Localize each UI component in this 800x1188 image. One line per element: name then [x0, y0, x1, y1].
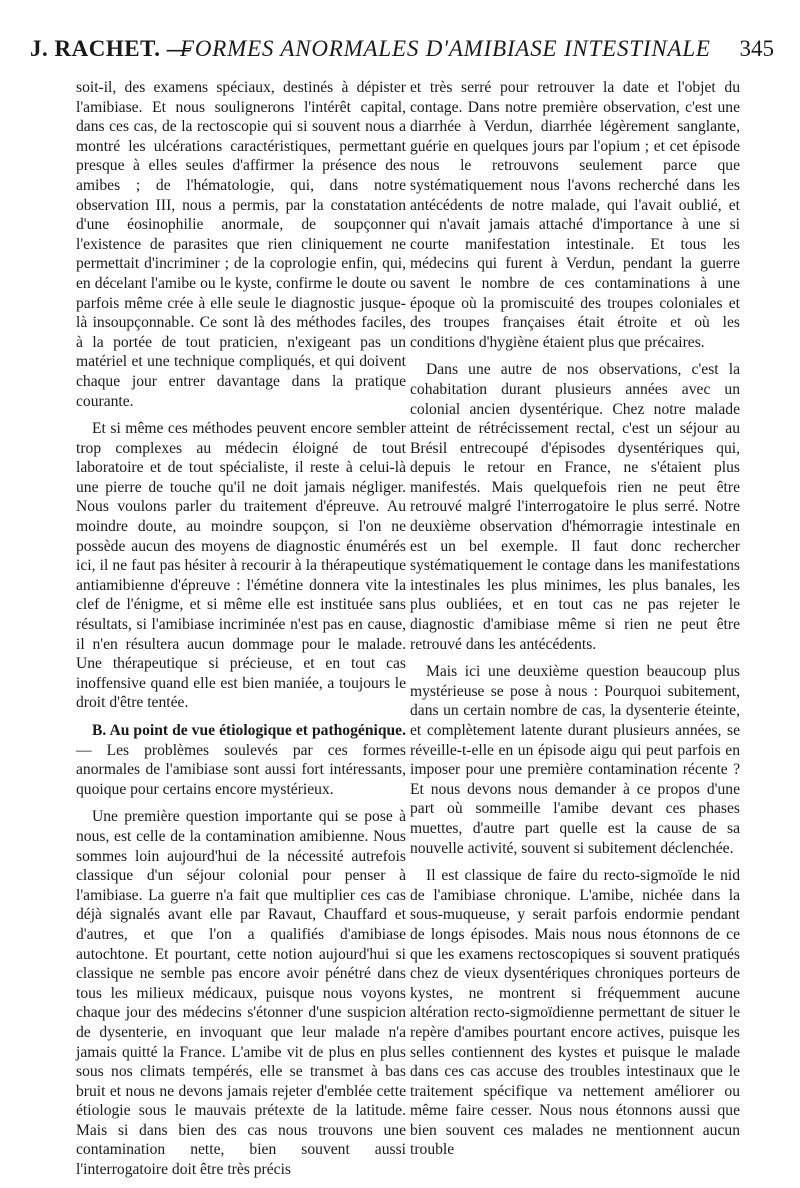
- left-column: [76, 78, 406, 1188]
- running-header: [30, 36, 774, 72]
- paragraph: Et si même ces méthodes peuvent encore sembler trop complexes au médecin éloigné de tout laboratoire et de tout spécialiste, il reste à celui-là une pierre de touche qu'il ne doit jamais négliger. Nous voulons parler du traitement d'épreuve. Au moindre doute, au moindre soupçon, si l'on ne possède aucun des moyens de diagnostic énumérés ici, il ne faut pas hésiter à recourir à la thérapeutique antiamibienne d'épreuve : l'émétine donnera vite la clef de l'énigme, et si même elle est instituée sans résultats, si l'amibiase incriminée n'est pas en cause, il n'en résultera aucun dommage pour le malade. Une thérapeutique si précieuse, et en tout cas inoffensive quand elle est bien maniée, a toujours le droit d'être tentée.: [76, 420, 406, 712]
- right-column: [410, 78, 740, 1168]
- paragraph: et très serré pour retrouver la date et l'objet du contage. Dans notre première observation, c'est une diarrhée à Verdun, diarrhée légèrement sanglante, guérie en quelques jours par l'opium ; et cet épisode nous le retrouvons seulement parce que systématiquement nous l'avons recherché dans les antécédents de notre malade, qui l'avait oublié, et qui n'avait jamais attaché d'importance à une si courte manifestation intestinale. Et tous les médecins qui furent à Verdun, pendant la guerre savent le nombre de ces contaminations à une époque où la promiscuité des troupes coloniales et des troupes françaises était étroite et où les conditions d'hygiène étaient plus que précaires.: [410, 79, 740, 351]
- paragraph: Dans une autre de nos observations, c'est la cohabitation durant plusieurs années avec un colonial ancien dysentérique. Chez notre malade atteint de rétrécissement rectal, c'est un séjour au Brésil entrecoupé d'épisodes dysentériques qui, depuis le retour en France, ne s'étaient plus manifestés. Mais quelquefois rien ne peut être retrouvé malgré l'interrogatoire le plus serré. Notre deuxième observation d'hémorragie intestinale en est un bel exemple. Il faut donc rechercher systématiquement le contage dans les manifestations intestinales les plus minimes, les plus banales, les plus oubliées, et en tout cas ne pas rejeter le diagnostic d'amibiase même si rien ne peut être retrouvé dans les antécédents.: [410, 361, 740, 653]
- paragraph: soit-il, des examens spéciaux, destinés à dépister l'amibiase. Et nous soulignerons l'intérêt capital, dans ces cas, de la rectoscopie qui si souvent nous a montré les ulcérations caractéristiques, permettant presque à elles seules d'affirmer la présence des amibes ; de l'hématologie, qui, dans notre observation III, nous a permis, par la constatation d'une éosinophilie anormale, de soupçonner l'existence de parasites que rien cliniquement ne permettait d'incriminer ; de la coprologie enfin, qui, en décelant l'amibe ou le kyste, confirme le doute ou parfois même crée à elle seule le diagnostic jusque-là insoupçonnable. Ce sont là des méthodes faciles, à la portée de tout praticien, n'exigeant pas un matériel et une technique compliqués, et qui doivent chaque jour entrer davantage dans la pratique courante.: [76, 79, 406, 410]
- header-title: FORMES ANORMALES D'AMIBIASE INTESTINALE: [180, 36, 711, 61]
- paragraph: Mais ici une deuxième question beaucoup plus mystérieuse se pose à nous : Pourquoi subitement, dans un certain nombre de cas, la dysenterie éteinte, et complètement latente durant plusieurs années, se réveille-t-elle en un épisode aigu qui peut parfois en imposer pour une première contamination récente ? Et nous devons nous demander à ce propos d'une part où sommeille l'amibe devant ces phases muettes, d'autre part quelle est la cause de sa nouvelle activité, souvent si subitement déclenchée.: [410, 663, 740, 857]
- section-paragraph: [76, 721, 406, 799]
- section-body: — Les problèmes soulevés par ces formes anormales de l'amibiase sont aussi fort intéressants, quoique pour certains encore mystérieux.: [76, 741, 406, 798]
- paragraph: Il est classique de faire du recto-sigmoïde le nid de l'amibiase chronique. L'amibe, nichée dans la sous-muqueuse, y serait parfois endormie pendant de longs épisodes. Mais nous nous étonnons de ce que les examens rectoscopiques si souvent pratiqués chez de vieux dysentériques chroniques porteurs de kystes, ne montrent si fréquemment aucune altération recto-sigmoïdienne permettant de situer le repère d'amibes pourtant encore actives, puisque les selles contiennent des kystes et puisque le malade dans ces cas accuse des troubles intestinaux que le traitement spécifique va nettement améliorer ou même faire cesser. Nous nous étonnons aussi que bien souvent ces malades ne mentionnent aucun trouble: [410, 867, 740, 1159]
- section-heading: B. Au point de vue étiologique et pathogénique.: [92, 722, 406, 739]
- paragraph: Une première question importante qui se pose à nous, est celle de la contamination amibienne. Nous sommes loin aujourd'hui de la nécessité autrefois classique d'un séjour colonial pour penser à l'amibiase. La guerre n'a fait que multiplier ces cas déjà signalés avant elle par Ravaut, Chauffard et d'autres, et que l'on a qualifiés d'amibiase autochtone. Et pourtant, cette notion aujourd'hui si classique ne semble pas encore avoir pénétré dans tous les milieux médicaux, puisque nous voyons chaque jour des médecins s'étonner d'une suspicion de dysenterie, en invoquant que leur malade n'a jamais quitté la France. L'amibe vit de plus en plus sous nos climats tempérés, elle se transmet à bas bruit et nous ne devons jamais rejeter d'emblée cette étiologie sous le mauvais prétexte de la latitude. Mais si dans bien des cas nous trouvons une contamination nette, bien souvent aussi l'interrogatoire doit être très précis: [76, 808, 406, 1179]
- header-author: J. RACHET. —: [30, 36, 191, 61]
- page-number: 345: [739, 36, 774, 61]
